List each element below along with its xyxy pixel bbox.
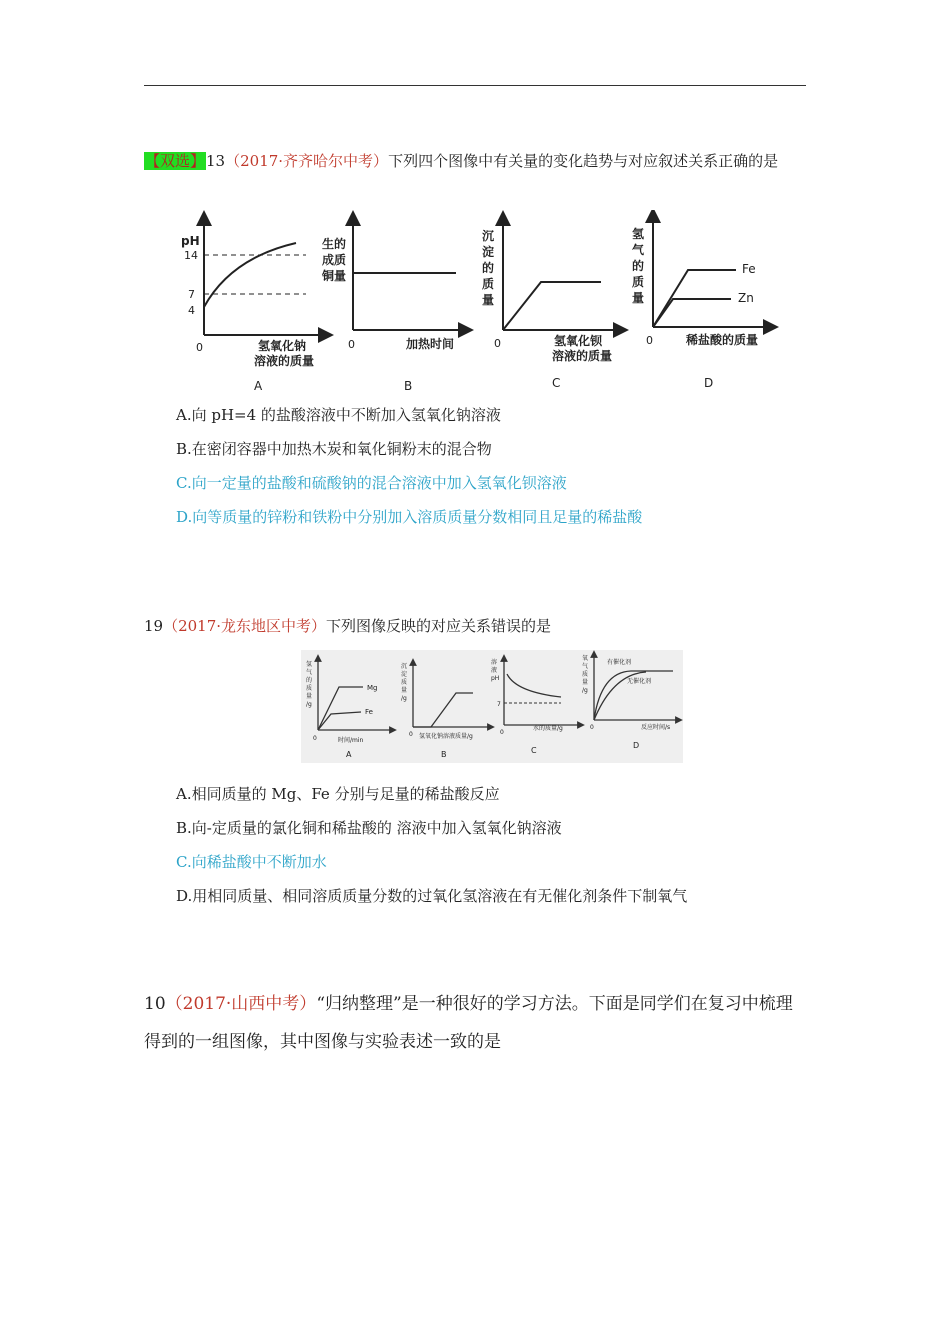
origin-label: 0 — [313, 735, 317, 742]
graph-letter: B — [441, 750, 447, 759]
svg-text:氢: 氢 — [632, 227, 645, 241]
svg-text:氧: 氧 — [582, 655, 589, 662]
svg-text:/g: /g — [306, 701, 312, 708]
origin-label: 0 — [646, 334, 653, 347]
mg-curve — [318, 687, 363, 730]
q13-option-a: A.向 pH=4 的盐酸溶液中不断加入氢氧化钠溶液 — [176, 406, 501, 424]
x-axis-label: 时间/min — [338, 737, 364, 744]
x-axis-label-line1: 氢氧化钡 — [554, 334, 603, 348]
graph-letter: D — [704, 376, 714, 390]
graph-a — [306, 658, 393, 759]
svg-text:pH: pH — [491, 675, 500, 682]
mg-label: Mg — [367, 684, 378, 692]
question-source: （2017·山西中考） — [165, 994, 317, 1014]
svg-text:气: 气 — [632, 243, 645, 257]
tick-4: 4 — [188, 304, 195, 317]
question-10-stem — [144, 985, 806, 1061]
x-axis-label: 稀盐酸的质量 — [686, 333, 759, 347]
ph-curve — [204, 243, 296, 307]
fe-label: Fe — [742, 262, 756, 276]
x-axis-label-line2: 溶液的质量 — [254, 354, 315, 368]
graph-d — [582, 654, 679, 750]
question-number: 19 — [144, 617, 164, 635]
svg-text:/g: /g — [582, 687, 588, 694]
graph-letter: C — [552, 376, 561, 390]
x-axis-label: 加热时间 — [406, 337, 455, 351]
question-text: “归纳整理”是一种很好的学习方法。下面是同学们在复习中梳理得到的一组图像，其中图像与实验表述一致的是 — [144, 994, 793, 1052]
question-source: （2017·齐齐哈尔中考） — [225, 152, 389, 170]
question-19-stem — [144, 608, 806, 644]
x-axis-label-line1: 氢氧化钠 — [258, 339, 307, 353]
svg-text:液: 液 — [491, 667, 498, 674]
tick-14: 14 — [184, 249, 198, 262]
graph-letter: D — [633, 741, 640, 750]
question-text: 下列四个图像中有关量的变化趋势与对应叙述关系正确的是 — [388, 152, 779, 170]
x-axis-label: 氢氧化钠溶液质量/g — [419, 733, 473, 740]
tick-7: 7 — [497, 701, 501, 708]
question-number: 10 — [144, 994, 166, 1014]
catalyst-label: 有催化剂 — [607, 659, 632, 666]
question-19-figure — [301, 650, 683, 763]
svg-text:量: 量 — [632, 291, 645, 305]
x-axis-label: 反应时间/s — [641, 724, 671, 731]
x-axis-label-line2: 溶液的质量 — [552, 349, 613, 363]
graph-d — [632, 215, 771, 390]
precipitate-curve — [413, 693, 473, 727]
origin-label: 0 — [196, 341, 203, 354]
svg-text:质: 质 — [306, 685, 313, 692]
origin-label: 0 — [409, 731, 413, 738]
svg-text:淀: 淀 — [482, 245, 495, 259]
fe-curve — [318, 712, 361, 730]
graph-letter: A — [346, 750, 352, 759]
multi-choice-tag: 【双选】 — [145, 152, 206, 170]
svg-text:量: 量 — [401, 687, 408, 694]
y-axis-label-line3: 铜量 — [322, 269, 347, 283]
question-number: 13 — [206, 152, 226, 170]
header-rule — [144, 85, 806, 86]
svg-text:质: 质 — [632, 275, 645, 289]
svg-text:质: 质 — [401, 679, 408, 686]
graph-letter: B — [404, 379, 413, 393]
question-13-figure — [176, 210, 786, 395]
svg-text:沉: 沉 — [401, 663, 408, 670]
tick-7: 7 — [188, 288, 195, 301]
y-axis-label: pH — [181, 234, 200, 248]
q13-option-b: B.在密闭容器中加热木炭和氧化铜粉末的混合物 — [176, 440, 492, 458]
zn-curve — [653, 299, 731, 327]
svg-text:/g: /g — [401, 695, 407, 702]
ph-curve — [507, 674, 561, 697]
y-axis-label-line2: 成质 — [322, 253, 347, 267]
q19-option-a: A.相同质量的 Mg、Fe 分别与足量的稀盐酸反应 — [176, 785, 500, 803]
fe-label: Fe — [365, 708, 373, 716]
q13-option-c: C.向一定量的盐酸和硫酸钠的混合溶液中加入氢氧化钡溶液 — [176, 474, 567, 492]
graph-a — [181, 218, 326, 393]
q19-option-d: D.用相同质量、相同溶质质量分数的过氧化氢溶液在有无催化剂条件下制氧气 — [176, 887, 688, 905]
graph-c — [491, 658, 581, 755]
svg-text:沉: 沉 — [482, 229, 495, 243]
graph-c — [482, 218, 621, 390]
x-axis-label: 水的质量/g — [533, 725, 563, 732]
svg-text:的: 的 — [482, 261, 495, 275]
svg-text:氢: 氢 — [306, 661, 313, 668]
svg-text:的: 的 — [632, 259, 645, 273]
origin-label: 0 — [348, 338, 355, 351]
svg-text:的: 的 — [306, 677, 313, 684]
question-source: （2017·龙东地区中考） — [163, 617, 327, 635]
q19-option-b: B.向-定质量的氯化铜和稀盐酸的 溶液中加入氢氧化钠溶液 — [176, 819, 562, 837]
no-catalyst-label: 无催化剂 — [627, 678, 652, 685]
graph-letter: A — [254, 379, 263, 393]
svg-text:气: 气 — [306, 669, 313, 676]
svg-text:量: 量 — [582, 679, 589, 686]
zn-label: Zn — [738, 291, 754, 305]
svg-text:气: 气 — [582, 663, 589, 670]
question-text: 下列图像反映的对应关系错误的是 — [326, 617, 552, 635]
precipitate-curve — [503, 282, 601, 330]
svg-text:淀: 淀 — [401, 671, 408, 678]
graph-b — [321, 218, 466, 393]
q19-option-c: C.向稀盐酸中不断加水 — [176, 853, 327, 871]
graph-letter: C — [531, 746, 537, 755]
origin-label: 0 — [500, 729, 504, 736]
question-13-stem — [144, 143, 806, 179]
svg-text:质: 质 — [582, 671, 589, 678]
svg-text:量: 量 — [306, 693, 313, 700]
graph-b — [401, 662, 491, 759]
svg-text:溶: 溶 — [491, 659, 498, 666]
svg-text:质: 质 — [482, 277, 495, 291]
y-axis-label-line1: 生的 — [322, 237, 347, 251]
q13-option-d: D.向等质量的锌粉和铁粉中分别加入溶质质量分数相同且足量的稀盐酸 — [176, 508, 643, 526]
origin-label: 0 — [494, 337, 501, 350]
svg-text:量: 量 — [482, 293, 495, 307]
origin-label: 0 — [590, 724, 594, 731]
